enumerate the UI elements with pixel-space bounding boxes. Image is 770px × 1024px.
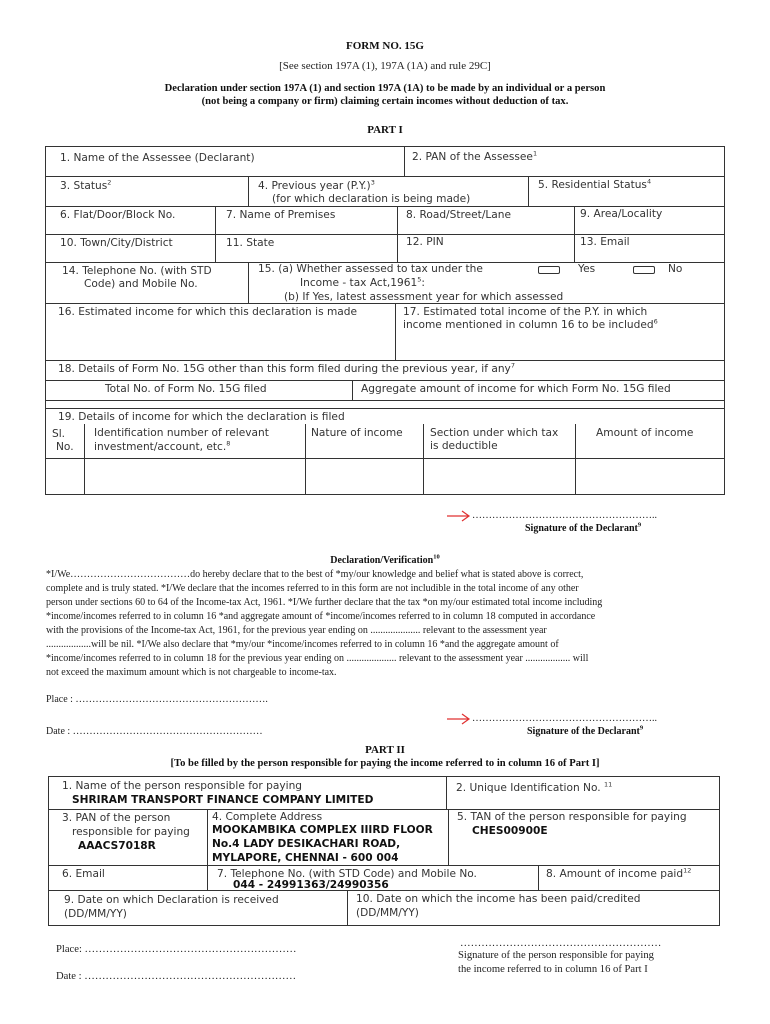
estimated-total-income-label-line1: 17. Estimated total income of the P.Y. in which: [403, 306, 648, 318]
previous-year-label: 4. Previous year $(P.Y.)^3$: [258, 178, 375, 192]
no-checkbox[interactable]: [633, 266, 655, 274]
area-locality-label: 9. Area/Locality: [580, 208, 663, 220]
verification-line: *income/incomes referred to in column 18 for the previous year ending on .................... relevant to the assessment year .................. will: [46, 653, 589, 664]
telephone-label-line1: 14. Telephone No. (with STD: [62, 265, 212, 277]
part1-heading: PART I: [367, 124, 403, 136]
verification-line: *income/incomes referred to in column 16 *and aggregate amount of *income/incomes referred to in column 18 computed in accordance: [46, 611, 596, 622]
form15g-details-label: 18. Details of Form No. 15G other than this form filed during the previous year, if any$^7$: [58, 361, 515, 375]
payer-name-value: SHRIRAM TRANSPORT FINANCE COMPANY LIMITED: [72, 794, 374, 806]
verification-signature-label: Signature of the Declarant$^9$: [527, 724, 644, 737]
unique-identification-label: 2. Unique Identification No. $^{11}$: [456, 780, 613, 794]
date-income-paid-format: (DD/MM/YY): [356, 907, 419, 919]
part2-place-field[interactable]: Place: ……………………………………………………: [56, 944, 297, 955]
tan-label: 5. TAN of the person responsible for paying: [457, 811, 687, 823]
payer-name-label: 1. Name of the person responsible for paying: [62, 780, 303, 792]
verification-line: *I/We………………………………do hereby declare that to the best of *my/our knowledge and belief what is stated above is correct,: [46, 569, 584, 580]
latest-assessment-year-label: (b) If Yes, latest assessment year for which assessed: [284, 291, 564, 303]
part2-subheading: [To be filled by the person responsible for paying the income referred to in column 16 of Part I]: [170, 758, 600, 769]
sl-no-header-line2: No.: [56, 441, 74, 453]
previous-year-note: (for which declaration is being made): [272, 193, 471, 205]
assessed-to-tax-label: 15. (a) Whether assessed to tax under the: [258, 263, 483, 275]
residential-status-label: 5. Residential Status$^4$: [538, 177, 652, 191]
telephone-label-line2: Code) and Mobile No.: [84, 278, 198, 290]
payer-email-label: 6. Email: [62, 868, 105, 880]
pan-of-assessee-label: 2. PAN of the Assessee$^1$: [412, 149, 538, 163]
payer-signature-label-line2: the income referred to in column 16 of Part I: [458, 964, 648, 975]
payer-signature-label-line1: Signature of the person responsible for paying: [458, 950, 654, 961]
flat-door-block-label: 6. Flat/Door/Block No.: [60, 209, 176, 221]
payer-signature-line[interactable]: …………………………………………………: [460, 938, 662, 949]
verification-line: not exceed the maximum amount which is not chargeable to income-tax.: [46, 667, 337, 678]
place-field[interactable]: Place : ………………………………………………….: [46, 694, 268, 705]
nature-of-income-header: Nature of income: [311, 427, 403, 439]
address-line3: MYLAPORE, CHENNAI - 600 004: [212, 852, 399, 864]
address-line1: MOOKAMBIKA COMPLEX IIIRD FLOOR: [212, 824, 433, 836]
red-arrow-icon: [446, 713, 472, 725]
declaration-title-line2: (not being a company or firm) claiming certain incomes without deduction of tax.: [201, 96, 569, 107]
yes-label: Yes: [578, 263, 596, 275]
email-label: 13. Email: [580, 236, 630, 248]
verification-signature-line[interactable]: ………………………………………………..: [472, 713, 657, 724]
road-street-lane-label: 8. Road/Street/Lane: [406, 209, 512, 221]
sl-no-header-line1: Sl.: [52, 428, 66, 440]
town-city-district-label: 10. Town/City/District: [60, 237, 173, 249]
section-header-line2: is deductible: [430, 440, 498, 452]
verification-line: complete and is truly stated. *I/We declare that the incomes referred to in this form are not includible in the total income of any other: [46, 583, 579, 594]
status-label: 3. Status$^2$: [60, 178, 112, 192]
verification-line: ..................will be nil. *I/We also declare that *my/our *income/incomes referred to in column 16 *and the aggregate amount of: [46, 639, 559, 650]
no-label: No: [668, 263, 683, 275]
declaration-title-line1: Declaration under section 197A (1) and section 197A (1A) to be made by an individual or a person: [164, 83, 606, 94]
payer-pan-value: AAACS7018R: [78, 840, 156, 852]
state-label: 11. State: [226, 237, 275, 249]
aggregate-amount-header: Aggregate amount of income for which Form No. 15G filed: [361, 383, 671, 395]
form-title: FORM NO. 15G: [346, 40, 424, 52]
red-arrow-icon: [446, 510, 472, 522]
payer-telephone-value: 044 - 24991363/24990356: [233, 879, 389, 891]
verification-line: with the provisions of the Income-tax Act, 1961, for the previous year ending on .................... relevant to the assessment year: [46, 625, 547, 636]
total-forms-filed-header: Total No. of Form No. 15G filed: [105, 383, 267, 395]
date-declaration-received-format: (DD/MM/YY): [64, 908, 127, 920]
section-header-line1: Section under which tax: [430, 427, 559, 439]
name-of-assessee-label: 1. Name of the Assessee (Declarant): [60, 152, 255, 164]
date-declaration-received-label: 9. Date on which Declaration is received: [64, 894, 279, 906]
date-field[interactable]: Date : …………………………………………………: [46, 726, 263, 737]
declarant-signature-line[interactable]: ………………………………………………..: [472, 510, 657, 521]
address-line2: No.4 LADY DESIKACHARI ROAD,: [212, 838, 401, 850]
section-reference: [See section 197A (1), 197A (1A) and rule 29C]: [279, 60, 491, 72]
payer-pan-label-line1: 3. PAN of the person: [62, 812, 171, 824]
tan-value: CHES00900E: [472, 825, 548, 837]
identification-number-header-line1: Identification number of relevant: [94, 427, 269, 439]
income-details-label: 19. Details of income for which the declaration is filed: [58, 411, 345, 423]
date-income-paid-label: 10. Date on which the income has been paid/credited: [356, 893, 641, 905]
estimated-income-label: 16. Estimated income for which this declaration is made: [58, 306, 358, 318]
part2-heading: PART II: [365, 744, 405, 756]
declarant-signature-label: Signature of the Declarant$^9$: [525, 521, 642, 534]
estimated-total-income-label-line2: income mentioned in column 16 to be included$^6$: [403, 317, 658, 331]
payer-telephone-label: 7. Telephone No. (with STD Code) and Mobile No.: [217, 868, 477, 880]
verification-line: person under sections 60 to 64 of the Income-tax Act, 1961. *I/We further declare that the tax *on my/our estimated total income including: [46, 597, 603, 608]
income-tax-act-label: Income - tax Act,1961$^5$:: [300, 275, 425, 289]
verification-heading: Declaration/Verification$^{10}$: [330, 553, 440, 566]
pin-label: 12. PIN: [406, 236, 444, 248]
amount-of-income-header: Amount of income: [596, 427, 694, 439]
amount-paid-label: 8. Amount of income paid$^{12}$: [546, 866, 692, 880]
complete-address-label: 4. Complete Address: [212, 811, 323, 823]
payer-pan-label-line2: responsible for paying: [72, 826, 190, 838]
yes-checkbox[interactable]: [538, 266, 560, 274]
name-of-premises-label: 7. Name of Premises: [226, 209, 336, 221]
identification-number-header-line2: investment/account, etc.$^8$: [94, 439, 231, 453]
part2-date-field[interactable]: Date : ……………………………………………………: [56, 971, 297, 982]
